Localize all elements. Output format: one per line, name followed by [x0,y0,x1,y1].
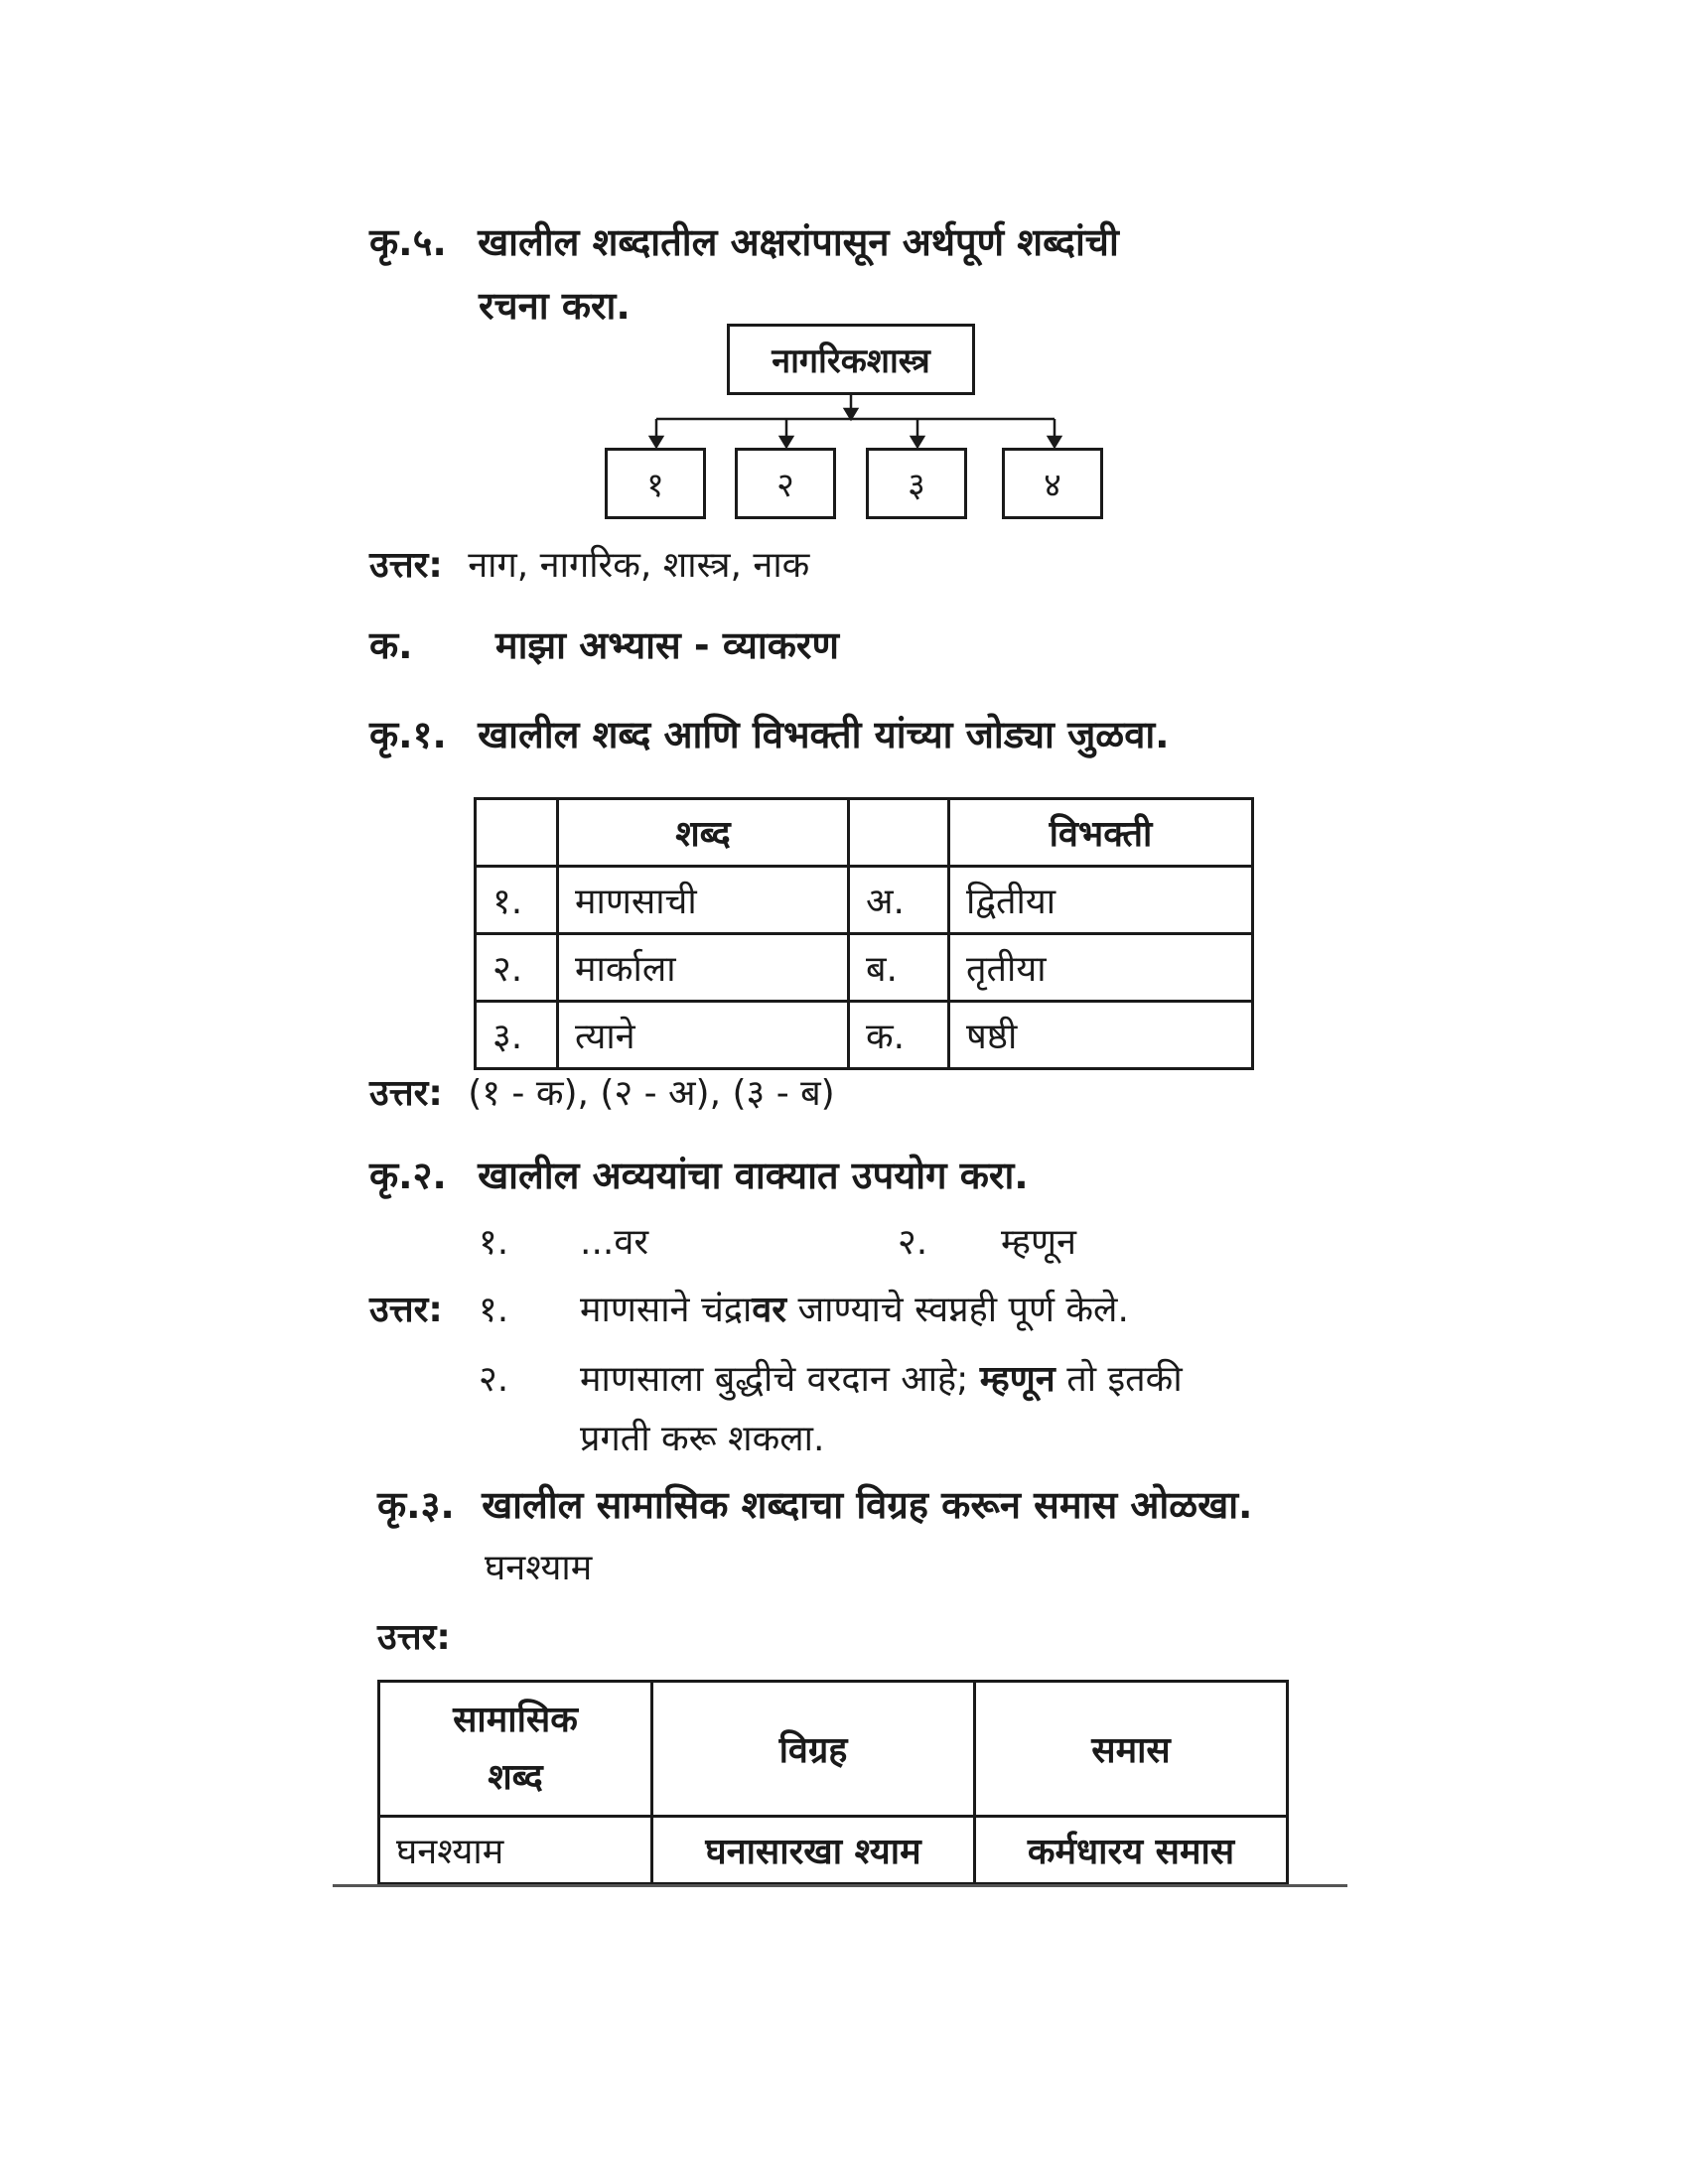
table-cell: कर्मधारय समास [975,1817,1288,1884]
diagram-box-3: ३ [866,448,967,519]
header-cell [379,1682,652,1817]
q2-answer-2-bold: म्हणून [979,1359,1055,1400]
q2-item-1-word: ...वर [580,1222,649,1263]
table-header-row [379,1682,1288,1817]
table-cell: षष्ठी [949,1002,1253,1069]
answer-label: उत्तर: [369,1290,443,1330]
q5-answer-text: नाग, नागरिक, शास्त्र, नाक [468,545,810,586]
q2-answer-2-post: तो इतकी [1055,1359,1183,1400]
table-cell: १. [476,867,558,934]
header-cell [849,799,949,867]
answer-label: उत्तर: [369,545,443,586]
diagram-box-1: १ [605,448,706,519]
q5-answer [369,544,809,587]
header-col1-line2: शब्द [488,1756,543,1798]
answer-label: उत्तर: [369,1073,443,1114]
q5-text-line1: खालील शब्दातील अक्षरांपासून अर्थपूर्ण शब्दांची [478,220,1119,264]
header-cell [476,799,558,867]
section-heading [369,623,839,669]
diagram-box-4: ४ [1002,448,1103,519]
diagram-box-2: २ [735,448,836,519]
table-cell: अ. [849,867,949,934]
q2-answer-2-num: २. [479,1359,509,1400]
q1-match-table [474,797,1254,1070]
q2-item-1-num: १. [479,1222,509,1263]
table-cell: क. [849,1002,949,1069]
q1-answer-text: (१ - क), (२ - अ), (३ - ब) [468,1073,835,1114]
q5-text-line2: रचना करा. [479,284,631,328]
table-cell: २. [476,934,558,1002]
table-cell: द्वितीया [949,867,1253,934]
table-cell: घनासारखा श्याम [652,1817,975,1884]
q2-answer-1-text [580,1289,1129,1331]
divider [333,1884,1347,1887]
q2-item-2-num: २. [898,1222,928,1263]
q1-text: खालील शब्द आणि विभक्ती यांच्या जोड्या जुळवा. [478,713,1170,756]
section-letter: क. [369,623,413,667]
q2-answer-1-num: १. [479,1290,509,1330]
q1-heading [369,713,1170,758]
diagram-root-box: नागरिकशास्त्र [727,324,975,395]
q2-answer-1-post: जाण्याचे स्वप्नही पूर्ण केले. [786,1290,1129,1330]
q2-answer-2-pre: माणसाला बुद्धीचे वरदान आहे; [580,1359,980,1400]
header-col1-line1: सामासिक [453,1699,578,1740]
q3-heading [377,1483,1252,1529]
table-cell: माणसाची [558,867,849,934]
q2-item-2-word: म्हणून [1001,1222,1076,1263]
table-cell: ३. [476,1002,558,1069]
table-cell: मार्काला [558,934,849,1002]
section-title: माझा अभ्यास - व्याकरण [494,623,839,667]
q5-number: कृ.५. [369,220,447,264]
q3-answer-table [377,1680,1289,1885]
q3-text: खालील सामासिक शब्दाचा विग्रह करून समास ओळखा. [482,1483,1253,1527]
table-row [476,934,1253,1002]
table-cell: ब. [849,934,949,1002]
table-row [476,867,1253,934]
q1-answer [369,1072,835,1115]
q2-answer-2-text [580,1358,1183,1401]
header-cell: विभक्ती [949,799,1253,867]
q3-word: घनश्याम [485,1548,593,1588]
header-cell: शब्द [558,799,849,867]
q2-number: कृ.२. [369,1154,447,1197]
q1-number: कृ.१. [369,713,447,756]
header-cell: विग्रह [652,1682,975,1817]
q3-number: कृ.३. [377,1483,455,1527]
q2-answer-2-line2: प्रगती करू शकला. [580,1419,825,1459]
answer-label: उत्तर: [377,1617,451,1658]
q2-answer-1-bold: वर [752,1290,787,1330]
table-cell: तृतीया [949,934,1253,1002]
header-cell: समास [975,1682,1288,1817]
table-header-row [476,799,1253,867]
q2-heading [369,1154,1029,1199]
table-cell: त्याने [558,1002,849,1069]
q2-answer-1-pre: माणसाने चंद्रा [580,1290,753,1330]
table-row [379,1817,1288,1884]
table-cell: घनश्याम [379,1817,652,1884]
q2-text: खालील अव्ययांचा वाक्यात उपयोग करा. [478,1154,1029,1197]
table-row [476,1002,1253,1069]
